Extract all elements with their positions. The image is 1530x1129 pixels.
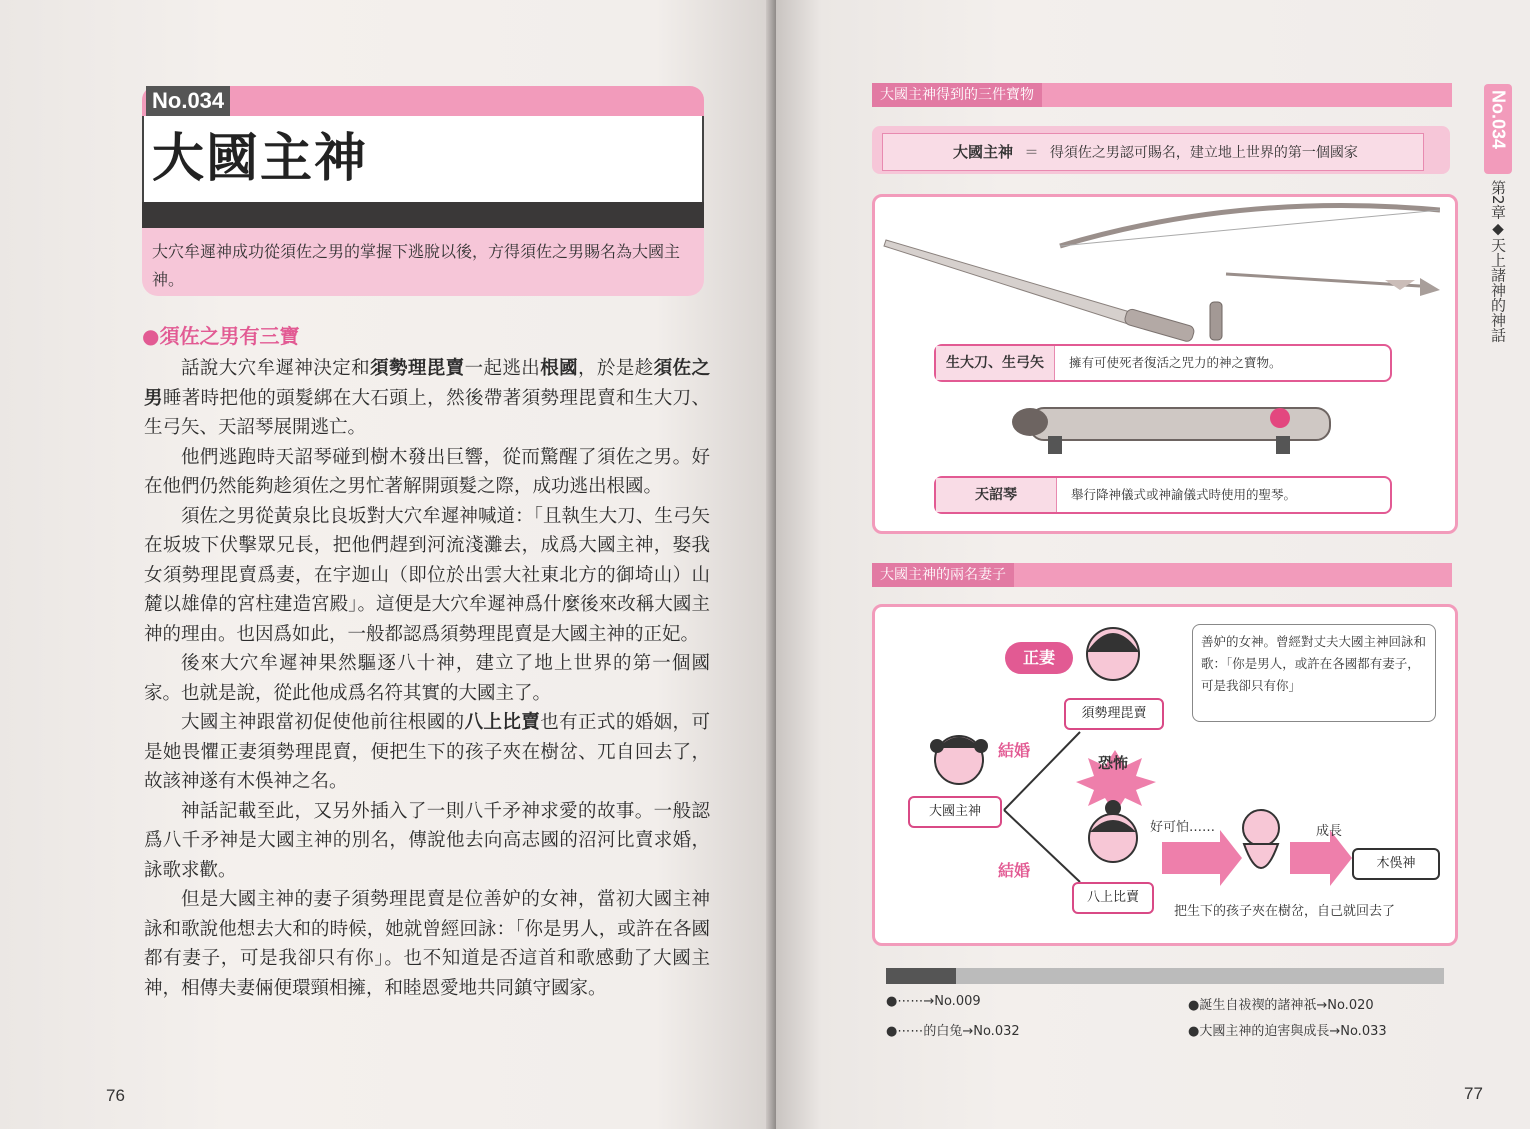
paragraph-run: 睡著時把他的頭髮綁在大石頭上，然後帶著須勢理毘賣和生大刀、生弓矢、天詔琴展開逃亡。 [144,387,710,438]
body-paragraph [144,708,710,797]
body-paragraph [144,885,710,1003]
yakami-face-icon [1082,796,1144,870]
paragraph-run: ，於是趁 [578,358,654,379]
sword-bow-arrow-illustration [880,200,1440,360]
okuninushi-face-icon [928,722,990,792]
bow-icon [1060,206,1440,247]
paragraph-run: 也有正式的婚姻，可是她畏懼正妻須勢理毘賣，便把生下的孩子夾在樹岔、兀自回去了，故該神遂有木俁神之名。 [144,712,710,792]
grow-label: 成長 [1316,824,1343,839]
title-underline-bar [142,202,704,228]
okuninushi-node: 大國主神 [908,796,1002,828]
treasure2-desc: 舉行降神儀式或神諭儀式時使用的聖琴。 [1070,487,1296,502]
treasure1-desc: 擁有可使死者復活之咒力的神之寶物。 [1068,355,1282,370]
paragraph-run: 八上比賣 [464,712,541,733]
paragraph-run: 他們逃跑時天詔琴碰到樹木發出巨響，從而驚醒了須佐之男。好在他們仍然能夠趁須佐之男忙著解開頭髮之際，成功逃出根國。 [144,446,710,497]
related-link-3[interactable]: ●誕生自祓禊的諸神祇→No.020 [1188,998,1374,1013]
baby-icon [1238,806,1284,890]
arrow-right-icon [1162,830,1242,886]
paragraph-run: 但是大國主神的妻子須勢理毘賣是位善妒的女神，當初大國主神詠和歌說他想去大和的時候，她就曾經回詠：「你是男人，或許在各國都有妻子，可是我卻只有你」。也不知道是否這首和歌感動了大國主神，相傳夫妻倆便環頸相擁，和睦恩愛地共同鎮守國家。 [144,889,710,999]
entry-number: No.034 [146,86,230,116]
equation-key: 大國主神 [952,143,1013,161]
fear-label: 恐怖 [1098,754,1129,772]
body-paragraph [144,502,710,650]
paragraph-run: 後來大穴牟遲神果然驅逐八十神，建立了地上世界的第一個國家。也就是說，從此他成爲名符其實的大國主了。 [144,653,710,704]
yakami-node: 八上比賣 [1072,882,1154,914]
koto-illustration [1010,398,1340,460]
scary-label: 好可怕…… [1150,820,1216,835]
body-paragraph [144,649,710,708]
treasure1-key: 生大刀、生弓矢 [936,346,1055,380]
side-chapter-label: 第2章◆天上諸神的神話 [1489,180,1507,343]
marry-label-2: 結婚 [998,861,1031,880]
equation-sign: ＝ [1024,145,1039,161]
speech-bubble: 善妒的女神。曾經對丈夫大國主神回詠和歌：「你是男人，或許在各國都有妻子，可是我卻只有你」 [1192,624,1436,722]
related-bar [886,968,1444,984]
lead-text: 大穴牟遲神成功從須佐之男的掌握下逃脫以後，方得須佐之男賜名為大國主神。 [152,242,681,289]
main-wife-badge: 正妻 [1005,642,1073,674]
side-number-tab: No.034 [1484,84,1512,174]
equation [882,133,1424,171]
equation-value: 得須佐之男認可賜名，建立地上世界的第一個國家 [1049,145,1358,161]
paragraph-run: 話說大穴牟遲神決定和 [181,358,371,379]
treasure1-tag [934,344,1392,382]
suseri-node: 須勢理毘賣 [1064,698,1164,730]
kimata-node: 木俁神 [1352,848,1440,880]
section2-bar [872,563,1452,587]
treasure2-tag [934,476,1392,514]
section-heading: ●須佐之男有三寶 [142,324,300,348]
paragraph-run: 神話記載至此，又另外插入了一則八千矛神求愛的故事。一般認爲八千矛神是大國主神的別名，傳說他去向高志國的沼河比賣求婚，詠歌求歡。 [144,800,710,881]
paragraph-run: 根國 [540,358,579,379]
marry-label-1: 結婚 [998,741,1031,760]
treasure2-key: 天詔琴 [936,478,1057,512]
paragraph-run: 一起逃出 [464,358,541,379]
page-number-left: 76 [106,1086,125,1105]
body-text [144,354,710,1003]
related-link-1[interactable]: ●⋯⋯→No.009 [886,994,981,1009]
body-paragraph [144,443,710,502]
related-link-4[interactable]: ●大國主神的迫害與成長→No.033 [1188,1024,1387,1039]
paragraph-run: 須勢理毘賣 [370,358,465,379]
section1-title: 大國主神得到的三件寶物 [872,83,1042,107]
sword-icon [884,240,1222,343]
arrow-icon [1226,274,1440,296]
paragraph-run: 須佐之男從黃泉比良坂對大穴牟遲神喊道：「且執生大刀、生弓矢在坂坡下伏擊眾兄長，把他們趕到河流淺灘去，成爲大國主神，娶我女須勢理毘賣爲妻，在宇迦山（即位於出雲大社東北方的御埼山）山麓以雄偉的宮柱建造宮殿」。這便是大穴牟遲神爲什麼後來改稱大國主神的理由。也因爲如此，一般都認爲須勢理毘賣是大國主神的正妃。 [144,505,710,645]
body-paragraph [144,797,710,886]
section1-bar [872,83,1452,107]
section2-title: 大國主神的兩名妻子 [872,563,1014,587]
paragraph-run: 須佐之男 [144,358,710,409]
body-paragraph [144,354,710,443]
suseri-face-icon [1082,622,1144,692]
related-section [886,968,1444,1039]
related-link-2[interactable]: ●⋯⋯的白兔→No.032 [886,1024,1020,1039]
page-number-right: 77 [1464,1084,1483,1103]
leave-label: 把生下的孩子夾在樹岔，自己就回去了 [1174,904,1396,919]
page-title: 大國主神 [152,129,369,189]
paragraph-run: 大國主神跟當初促使他前往根國的 [181,712,465,733]
